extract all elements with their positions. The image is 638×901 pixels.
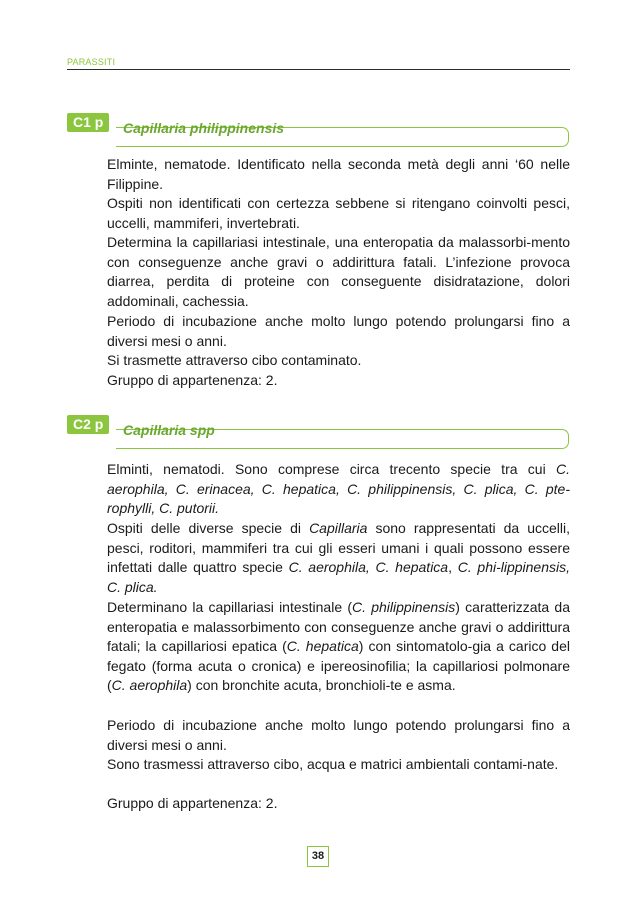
paragraph-group: Gruppo di appartenenza: 2. [107, 372, 278, 388]
page-number: 38 [307, 846, 329, 867]
species-names: C. aerophila, C. hepatica [288, 559, 449, 576]
header-rule [67, 69, 570, 70]
paragraph-disease [107, 598, 570, 696]
paragraph-incubation: Periodo di incubazione anche molto lungo potendo prolungarsi fino a diversi mesi o anni. [107, 313, 570, 349]
paragraph-hosts [107, 519, 570, 597]
genus-name: Capillaria [309, 520, 368, 536]
text-span: Elminti, nematodi. Sono comprese circa trecento specie tra cui [107, 461, 556, 477]
text-span: , [448, 559, 458, 576]
paragraph-description: Elminte, nematode. Identificato nella seconda metà degli anni ‘60 nelle Filippine. [107, 156, 570, 192]
paragraph-species [107, 460, 570, 519]
text-span: ) con bronchite acuta, bronchioli-te e asma. [187, 677, 456, 694]
section-code-badge: C2 p [67, 415, 109, 434]
species-names: C. aerophila, C. erinacea, C. hepatica, C. philippinensis, C. plica, C. pte-rophylli, C. putorii. [107, 461, 570, 517]
text-span: sono rappresentati da uccelli, pesci, roditori, mammiferi tra cui gli esseri umani i quali possono essere infettati dalle quattro specie [107, 520, 571, 576]
section-c2 [67, 415, 570, 825]
paragraph-transmission: Sono trasmessi attraverso cibo, acqua e matrici ambientali contami-nate. [107, 756, 559, 772]
section-code-badge: C1 p [67, 113, 109, 132]
section-c1 [67, 113, 570, 403]
text-span: Determinano la capillariasi intestinale ( [107, 599, 352, 615]
species-name: C. aerophila [111, 677, 188, 694]
section-title: Capillaria philippinensis [123, 120, 285, 136]
species-name: C. philippinensis [352, 599, 456, 615]
paragraph-group: Gruppo di appartenenza: 2. [107, 795, 278, 811]
paragraph-incubation: Periodo di incubazione anche molto lungo potendo prolungarsi fino a diversi mesi o anni. [107, 717, 570, 753]
paragraph-transmission: Si trasmette attraverso cibo contaminato. [107, 352, 362, 368]
text-span: Ospiti delle diverse specie di [107, 520, 310, 536]
paragraph-disease: Determina la capillariasi intestinale, una enteropatia da malassorbi-mento con conseguenze anche gravi o addirittura fatali. L’infezione provoca diarrea, perdita di proteine con conseguente disidratazione, dolori addominali, cachessia. [107, 234, 570, 309]
paragraph-hosts: Ospiti non identificati con certezza sebbene si ritengano coinvolti pesci, uccelli, mammiferi, invertebrati. [107, 195, 570, 231]
text-span: ) con sintomatolo-gia a carico del fegato (forma acuta o cronica) e ipereosinofilia; la capillariosi polmonare ( [107, 638, 570, 694]
species-name: C. hepatica [286, 638, 359, 655]
species-names: C. phi-lippinensis, C. plica. [107, 559, 571, 595]
section-title: Capillaria spp [123, 422, 215, 438]
running-head: PARASSITI [67, 57, 116, 67]
text-span: ) caratterizzata da enteropatia e malassorbimento con conseguenze anche gravi o addirittura fatali; la capillariosi epatica ( [107, 599, 570, 655]
